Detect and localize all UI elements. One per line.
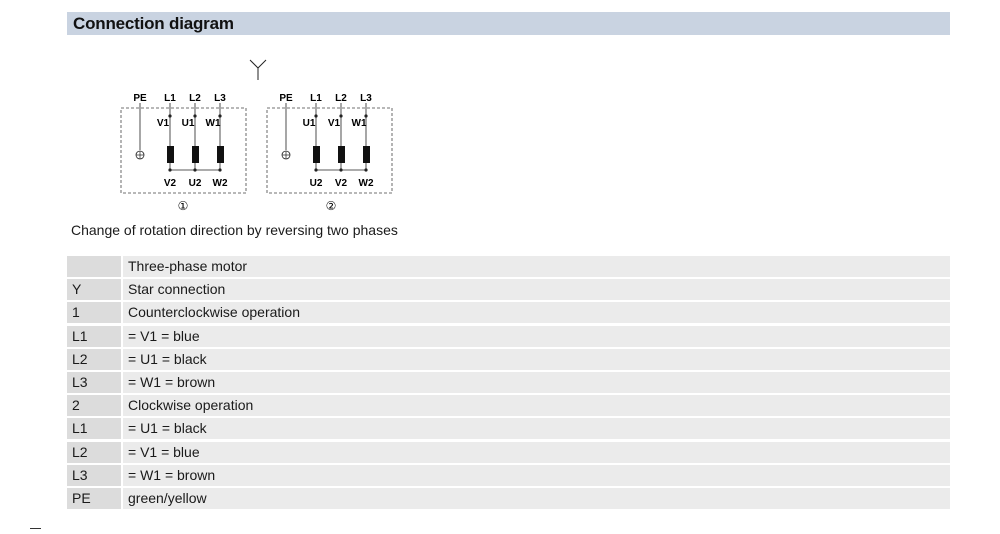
right-lower-label-1: U2 [309,178,323,189]
legend-key: Y [67,279,121,300]
left-label-pe: PE [133,93,147,104]
legend-row [67,279,950,300]
winding [167,146,174,163]
page-dash [30,528,41,529]
legend-row [67,326,950,347]
legend-row [67,442,950,463]
legend-key: PE [67,488,121,509]
section-title: Connection diagram [73,14,234,33]
diagram-caption: Change of rotation direction by reversing two phases [71,222,398,238]
legend-row [67,256,950,277]
star-connection-symbol [250,60,266,80]
right-upper-label-1: U1 [302,118,316,129]
right-label-l2: L2 [335,93,347,104]
right-upper-label-2: V1 [327,118,341,129]
legend-row [67,418,950,439]
right-lower-label-2: V2 [334,178,348,189]
legend-key: 1 [67,302,121,323]
legend-row [67,372,950,393]
legend-value: = W1 = brown [123,465,950,486]
ground-icon [282,151,290,159]
winding [217,146,224,163]
ground-icon [136,151,144,159]
left-lower-label-1: V2 [163,178,177,189]
legend-value: green/yellow [123,488,950,509]
legend-key: L3 [67,372,121,393]
left-upper-label-3: W1 [205,118,221,129]
right-upper-label-3: W1 [351,118,367,129]
diagram-left [121,93,246,213]
right-label-l3: L3 [360,93,372,104]
winding [338,146,345,163]
legend-value: = V1 = blue [123,442,950,463]
left-lower-label-3: W2 [212,178,228,189]
legend-value: = U1 = black [123,418,950,439]
legend-key: L1 [67,326,121,347]
left-lower-label-2: U2 [188,178,202,189]
legend-key [67,256,121,277]
right-diagram-number: ② [325,199,337,213]
winding [363,146,370,163]
left-label-l2: L2 [189,93,201,104]
legend-value: = U1 = black [123,349,950,370]
left-upper-label-2: U1 [181,118,195,129]
legend-key: L2 [67,349,121,370]
legend-table [67,256,950,511]
legend-row [67,395,950,416]
legend-key: 2 [67,395,121,416]
right-label-pe: PE [279,93,293,104]
connection-diagram [0,0,1000,220]
legend-row [67,302,950,323]
legend-value: Three-phase motor [123,256,950,277]
legend-value: Star connection [123,279,950,300]
left-upper-label-1: V1 [156,118,170,129]
legend-value: Counterclockwise operation [123,302,950,323]
right-lower-label-3: W2 [358,178,374,189]
legend-row [67,349,950,370]
left-label-l1: L1 [164,93,176,104]
legend-value: = V1 = blue [123,326,950,347]
right-label-l1: L1 [310,93,322,104]
legend-row [67,488,950,509]
diagram-right [267,93,392,213]
winding [313,146,320,163]
legend-key: L2 [67,442,121,463]
left-label-l3: L3 [214,93,226,104]
legend-key: L1 [67,418,121,439]
legend-row [67,465,950,486]
legend-value: Clockwise operation [123,395,950,416]
left-diagram-number: ① [177,199,189,213]
legend-value: = W1 = brown [123,372,950,393]
legend-key: L3 [67,465,121,486]
winding [192,146,199,163]
